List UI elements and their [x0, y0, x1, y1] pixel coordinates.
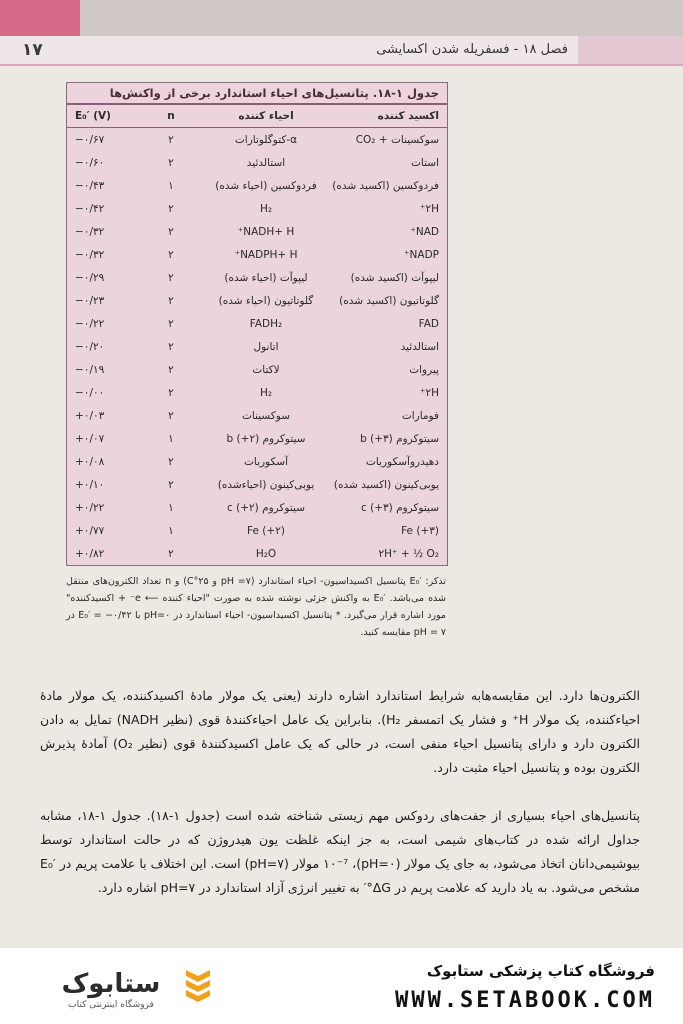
cell-e0: −۰/۳۲ [75, 225, 105, 238]
cell-oxidant: ۲H⁺ [419, 202, 439, 215]
cell-reductant: لاکتات [252, 363, 280, 376]
cell-n: ۲ [168, 455, 174, 468]
cell-e0: −۰/۴۲ [75, 202, 105, 215]
cell-reductant: NADH+ H⁺ [237, 225, 295, 238]
table-row [67, 427, 447, 450]
table-row [67, 266, 447, 289]
table-row [67, 404, 447, 427]
cell-oxidant: NADP⁺ [403, 248, 439, 261]
col-e0: E₀′ (V) [75, 110, 111, 122]
table-row [67, 335, 447, 358]
chapter-tab [578, 36, 683, 64]
book-page [0, 66, 683, 948]
cell-oxidant: ۲H⁺ [419, 386, 439, 399]
cell-oxidant: استالدئید [400, 340, 439, 353]
cell-reductant: NADPH+ H⁺ [234, 248, 298, 261]
table-row [67, 312, 447, 335]
setabook-logo [36, 962, 186, 1010]
page-header [0, 36, 683, 66]
footer-banner [0, 948, 683, 1024]
table-row [67, 519, 447, 542]
cell-reductant: Fe (+۲) [247, 524, 285, 537]
cell-oxidant: گلوتاتیون (اکسید شده) [339, 294, 439, 307]
cell-oxidant: دهیدروآسکوربات [365, 455, 439, 468]
shop-name: فروشگاه کتاب پزشکی ستابوک [426, 962, 655, 980]
cell-e0: −۰/۶۷ [75, 133, 105, 146]
table-row [67, 289, 447, 312]
table-row [67, 128, 447, 151]
bleed-through-text [458, 106, 678, 666]
cell-e0: −۰/۲۹ [75, 271, 105, 284]
table-row [67, 174, 447, 197]
table-row [67, 243, 447, 266]
cell-reductant: اتانول [253, 340, 279, 353]
cell-n: ۲ [168, 317, 174, 330]
cell-e0: −۰/۰۰ [75, 386, 105, 399]
cell-reductant: FADH₂ [249, 317, 283, 330]
cell-n: ۲ [168, 340, 174, 353]
cell-reductant: H₂ [259, 386, 273, 399]
page-number: ۱۷ [22, 40, 43, 60]
cell-n: ۱ [168, 501, 174, 514]
table-row [67, 358, 447, 381]
cell-e0: +۰/۷۷ [75, 524, 105, 537]
cell-n: ۲ [168, 547, 174, 560]
cell-n: ۲ [168, 248, 174, 261]
cell-reductant: استالدئید [246, 156, 286, 169]
cell-n: ۲ [168, 478, 174, 491]
logo-subtext: فروشگاه اینترنتی کتاب [68, 1000, 154, 1010]
table-header-row [67, 105, 447, 128]
cell-n: ۲ [168, 271, 174, 284]
cell-n: ۱ [168, 432, 174, 445]
cell-e0: +۰/۸۲ [75, 547, 105, 560]
cell-e0: −۰/۲۲ [75, 317, 105, 330]
col-oxidant: اکسید کننده [377, 110, 439, 122]
logo-text: ستابوک [61, 969, 161, 999]
cell-oxidant: FAD [418, 317, 439, 330]
cell-n: ۱ [168, 524, 174, 537]
table-row [67, 542, 447, 565]
logo-mark-icon [184, 966, 212, 1002]
cell-reductant: فردوکسین (احیاء شده) [215, 179, 317, 192]
cell-e0: −۰/۱۹ [75, 363, 105, 376]
table-row [67, 381, 447, 404]
cell-e0: −۰/۲۰ [75, 340, 105, 353]
col-n: n [167, 110, 175, 122]
cell-e0: +۰/۲۲ [75, 501, 105, 514]
cell-n: ۲ [168, 202, 174, 215]
cell-n: ۲ [168, 409, 174, 422]
table-row [67, 197, 447, 220]
top-band [0, 0, 683, 36]
cell-oxidant: فومارات [401, 409, 439, 422]
cell-e0: −۰/۴۳ [75, 179, 105, 192]
cell-n: ۲ [168, 156, 174, 169]
cell-n: ۲ [168, 225, 174, 238]
cell-n: ۲ [168, 133, 174, 146]
chapter-title: فصل ۱۸ - فسفریله شدن اکسایشی [376, 42, 568, 57]
cell-oxidant: فردوکسین (اکسید شده) [332, 179, 439, 192]
cell-reductant: H₂O [255, 547, 277, 560]
table-row [67, 496, 447, 519]
table-row [67, 220, 447, 243]
table-row [67, 473, 447, 496]
cell-oxidant: Fe (+۳) [401, 524, 439, 537]
table-title: جدول ۱-۱۸. پتانسیل‌های احیاء استاندارد برخی از واکنش‌ها [67, 83, 447, 105]
cell-oxidant: پیروات [409, 363, 439, 376]
redox-potential-table [66, 82, 448, 566]
cell-n: ۱ [168, 179, 174, 192]
cell-reductant: سیتوکروم b (+۲) [226, 432, 306, 445]
paragraph-2: پتانسیل‌های احیاء بسیاری از جفت‌های ردوکس مهم زیستی شناخته شده است (جدول ۱-۱۸). جدول ۱-۱۸، مشابه جداول ارائه شده در کتاب‌های شیمی است، به جز اینکه غلظت یون هیدروژن که در حالت استاندارد توسط بیوشیمی‌دانان اتخاذ می‌شود، به جای یک مولار (pH=۰)، ۱۰⁻⁷ مولار (pH=۷) است. این اختلاف با علامت پریم در E₀′ مشخص می‌شود. به یاد دارید که علامت پریم در ΔG°′ به تغییر انرژی آزاد استاندارد در pH=۷ اشاره دارد. [40, 808, 640, 895]
cell-n: ۲ [168, 363, 174, 376]
table-row [67, 151, 447, 174]
cell-reductant: α-کتوگلوتارات [234, 133, 298, 146]
cell-e0: −۰/۶۰ [75, 156, 105, 169]
cell-e0: +۰/۱۰ [75, 478, 105, 491]
col-reductant: احیاء کننده [238, 110, 294, 122]
website-link[interactable]: WWW.SETABOOK.COM [395, 988, 655, 1013]
cell-oxidant: یوبی‌کینون (اکسید شده) [333, 478, 439, 491]
table-body [67, 128, 447, 565]
cell-e0: +۰/۰۳ [75, 409, 105, 422]
cell-oxidant: ۲H⁺ + ½ O₂ [378, 547, 439, 560]
cell-reductant: یوبی‌کینون (احیاءشده) [217, 478, 315, 491]
cell-oxidant: لیپوآت (اکسید شده) [350, 271, 439, 284]
cell-reductant: سیتوکروم c (+۲) [226, 501, 305, 514]
cell-e0: −۰/۲۳ [75, 294, 105, 307]
cell-n: ۲ [168, 386, 174, 399]
cell-oxidant: استات [411, 156, 439, 169]
cell-oxidant: سیتوکروم b (+۳) [360, 432, 439, 445]
cell-n: ۲ [168, 294, 174, 307]
paragraph-1: الکترون‌ها دارد. این مقایسه‌هابه شرایط استاندارد اشاره دارند (یعنی یک مولار مادهٔ اکسیدکننده، یک مولار مادهٔ احیاءکننده، یک مولار H⁺ و فشار یک اتمسفر H₂). بنابراین یک عامل احیاءکنندهٔ قوی (نظیر NADH) تمایل به دادن الکترون دارد و دارای پتانسیل احیاء منفی است، در حالی که یک عامل اکسیدکنندهٔ قوی (نظیر O₂) آمادهٔ پذیرش الکترون بوده و پتانسیل احیاء مثبت دارد. [40, 688, 640, 775]
cell-reductant: لیپوآت (احیاء شده) [224, 271, 308, 284]
cell-reductant: H₂ [259, 202, 273, 215]
cell-reductant: گلوتاتیون (احیاء شده) [218, 294, 314, 307]
table-note: تذکر: E₀′ پتانسیل اکسیداسیون- احیاء استاندارد (pH =۷ و ۲۵°C) و n تعداد الکترون‌های منتقل شده می‌باشد. E₀′ به واکنش جزئی نوشته شده به صورت "احیاء کننده ⟵ e⁻ + اکسیدکننده" مورد اشاره قرار می‌گیرد. * پتانسیل اکسیداسیون- احیاء استاندارد در pH=۰ با ۰/۴۲− = E₀′ در pH = ۷ مقایسه کنید. [66, 576, 447, 638]
cell-reductant: آسکوربات [243, 455, 288, 468]
page-edge-mark [0, 0, 80, 36]
cell-oxidant: NAD⁺ [410, 225, 439, 238]
cell-e0: −۰/۳۲ [75, 248, 105, 261]
cell-oxidant: سوکسینات + CO₂ [355, 133, 439, 146]
cell-e0: +۰/۰۸ [75, 455, 105, 468]
cell-oxidant: سیتوکروم c (+۳) [360, 501, 439, 514]
table-row [67, 450, 447, 473]
cell-e0: +۰/۰۷ [75, 432, 105, 445]
cell-reductant: سوکسینات [241, 409, 290, 422]
